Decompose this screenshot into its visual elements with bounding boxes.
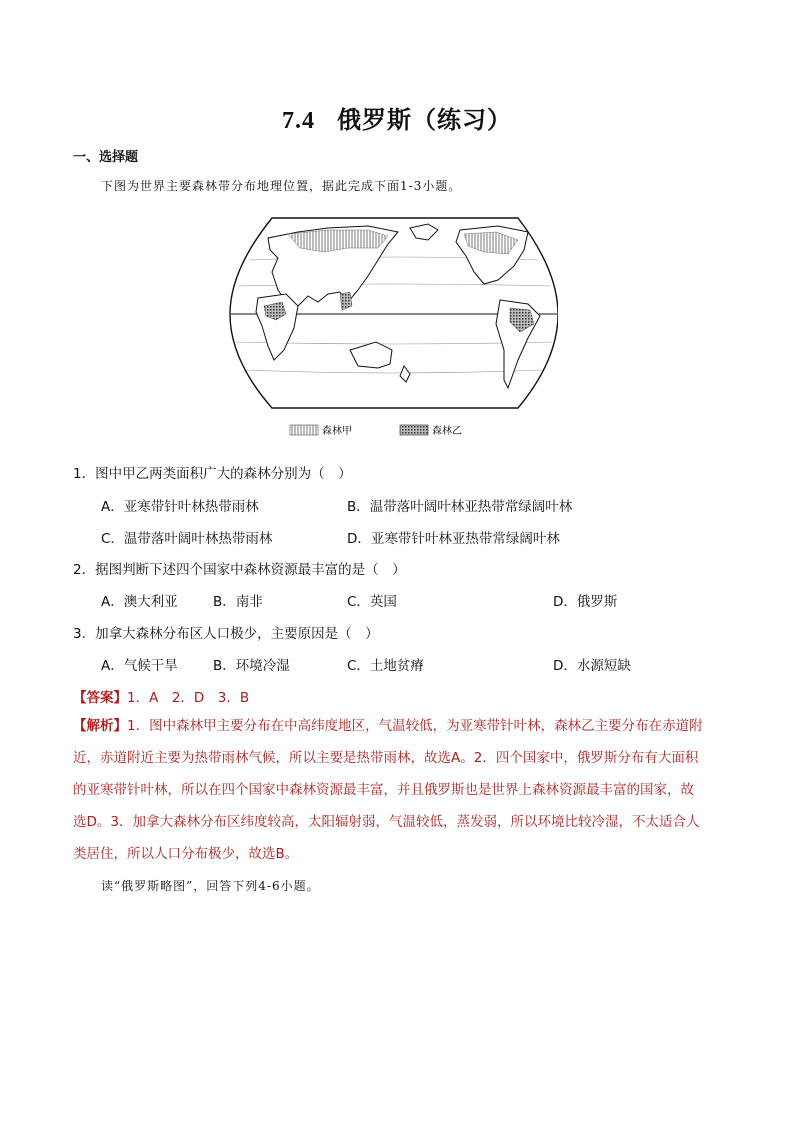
- q3-option-b: B．环境冷湿: [213, 658, 290, 674]
- q1-option-b: B．温带落叶阔叶林亚热带常绿阔叶林: [347, 499, 573, 515]
- analysis-label: 【解析】: [73, 718, 127, 734]
- q3-option-c: C．土地贫瘠: [347, 658, 424, 674]
- legend-swatch-b: [400, 425, 428, 435]
- question-1: 1．图中甲乙两类面积广大的森林分别为（ ）: [73, 466, 352, 482]
- analysis-line-4: 选D。3．加拿大森林分布区纬度较高，太阳辐射弱，气温较低，蒸发弱，所以环境比较冷湿，不太适合人: [73, 814, 700, 830]
- analysis-line-3: 的亚寒带针叶林，所以在四个国家中森林资源最丰富，并且俄罗斯也是世界上森林资源最丰富的国家，故: [73, 782, 694, 798]
- q2-option-b: B．南非: [213, 594, 263, 610]
- answer-label: 【答案】: [73, 690, 127, 706]
- map-legend: [290, 424, 462, 437]
- question-intro: 下图为世界主要森林带分布地理位置，据此完成下面1-3小题。: [101, 179, 462, 193]
- title-number: 7.4: [282, 108, 315, 134]
- page-title: [0, 100, 794, 135]
- q1-option-a: A．亚寒带针叶林热带雨林: [101, 499, 259, 515]
- analysis-line-1: 【解析】1．图中森林甲主要分布在中高纬度地区，气温较低，为亚寒带针叶林，森林乙主要分布在赤道附: [73, 718, 703, 734]
- q3-option-d: D．水源短缺: [553, 658, 631, 674]
- q2-option-d: D．俄罗斯: [553, 594, 618, 610]
- q2-option-a: A．澳大利亚: [101, 594, 178, 610]
- section-heading: 一、选择题: [73, 150, 139, 165]
- world-map-graphic: [228, 210, 558, 442]
- q3-option-a: A．气候干旱: [101, 658, 178, 674]
- analysis-line-5: 类居住，所以人口分布极少，故选B。: [73, 846, 299, 862]
- analysis-line-2: 近，赤道附近主要为热带雨林气候，所以主要是热带雨林，故选A。2．四个国家中，俄罗斯分布有大面积: [73, 750, 699, 766]
- analysis-block: [73, 710, 723, 870]
- question-2: 2．据图判断下述四个国家中森林资源最丰富的是（ ）: [73, 562, 406, 578]
- q1-option-d: D．亚寒带针叶林亚热带常绿阔叶林: [347, 531, 560, 547]
- legend-label-b: 森林乙: [432, 426, 462, 437]
- q1-option-c: C．温带落叶阔叶林热带雨林: [101, 531, 273, 547]
- question-3: 3．加拿大森林分布区人口极少，主要原因是（ ）: [73, 626, 379, 642]
- world-forest-map: [228, 210, 558, 442]
- answer-text: 1．A 2．D 3．B: [127, 690, 250, 706]
- legend-label-a: 森林甲: [322, 426, 352, 437]
- legend-swatch-a: [290, 425, 318, 435]
- title-text: 俄罗斯（练习）: [337, 106, 512, 134]
- read-prompt: 读“俄罗斯略图”，回答下列4-6小题。: [101, 879, 320, 893]
- answer-block: [73, 686, 249, 706]
- q2-option-c: C．英国: [347, 594, 397, 610]
